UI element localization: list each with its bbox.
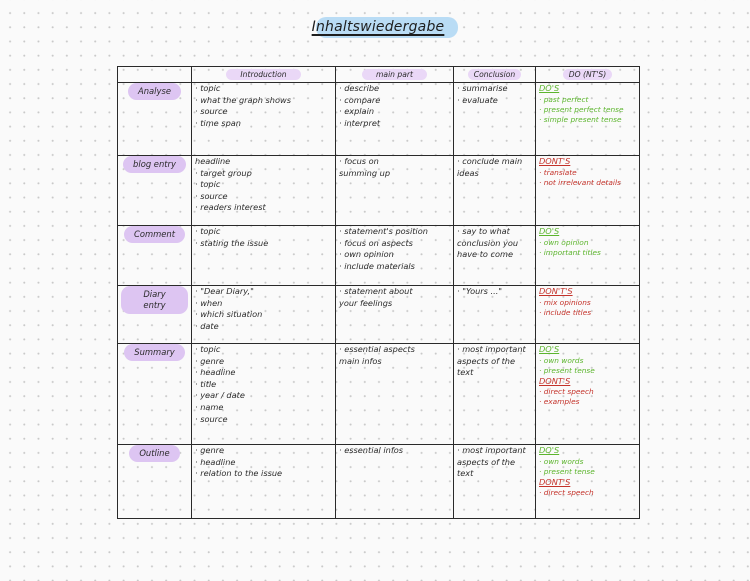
list-item: · source: [195, 190, 228, 201]
table-row: [118, 286, 640, 344]
dos-cell: [536, 286, 640, 344]
do-label: DON'T'S: [539, 286, 573, 296]
conclusion-list: [457, 445, 532, 480]
row-label: Comment: [124, 226, 185, 243]
main-list: [339, 286, 450, 309]
dos-cell: [536, 344, 640, 445]
list-item: · translate: [539, 167, 577, 177]
main-cell: [336, 445, 454, 519]
list-item: · compare: [339, 94, 381, 105]
list-item: · which situation: [195, 309, 263, 320]
intro-cell: [192, 83, 336, 156]
list-item: · examples: [539, 397, 580, 407]
list-item: · genre: [195, 355, 225, 366]
row-label-cell: [118, 226, 192, 286]
overview-table: [117, 66, 640, 519]
list-item: · essential infos: [339, 445, 404, 455]
list-item: · title: [195, 378, 217, 389]
list-item: · own words: [539, 456, 584, 466]
dos-cell: [536, 445, 640, 519]
intro-list: [195, 445, 332, 480]
list-item: · source: [195, 106, 228, 117]
row-label-cell: [118, 445, 192, 519]
list-item: · include titles: [539, 307, 592, 317]
main-list: [339, 226, 450, 272]
conclusion-list: [457, 286, 532, 298]
table-row: [118, 226, 640, 286]
list-item: · explain: [339, 106, 375, 117]
list-item: · readers interest: [195, 202, 266, 213]
dont_items-list: [539, 298, 636, 318]
list-item: aspects of the: [457, 355, 516, 366]
conclusion-cell: [454, 344, 536, 445]
list-item: · not irrelevant details: [539, 177, 621, 187]
list-item: · topic: [195, 179, 221, 190]
list-item: conclusion you: [457, 237, 519, 248]
list-item: · when: [195, 297, 223, 308]
do_items-list: [539, 238, 636, 258]
list-item: · most important: [457, 445, 526, 455]
conclusion-cell: [454, 156, 536, 226]
table-row: [118, 83, 640, 156]
list-item: · stating the issue: [195, 237, 269, 248]
list-item: · time span: [195, 117, 241, 128]
do_items-list: [539, 95, 636, 125]
do_items-list: [539, 457, 636, 477]
main-cell: [336, 344, 454, 445]
list-item: · own words: [539, 355, 584, 365]
list-item: · present tense: [539, 466, 595, 476]
row-label: Summary: [124, 344, 184, 361]
list-item: · "Yours ...": [457, 286, 503, 296]
intro-cell: [192, 156, 336, 226]
list-item: · year / date: [195, 390, 245, 401]
list-item: · describe: [339, 83, 380, 93]
do-label: DO'S: [539, 344, 560, 354]
do-label: DONT'S: [539, 156, 571, 166]
conclusion-cell: [454, 83, 536, 156]
row-label-cell: [118, 156, 192, 226]
list-item: text: [457, 367, 474, 378]
list-item: · important titles: [539, 247, 601, 257]
dos-cell: [536, 226, 640, 286]
list-item: · essential aspects: [339, 344, 415, 354]
intro-cell: [192, 286, 336, 344]
list-item: aspects of the: [457, 456, 516, 467]
conclusion-list: [457, 156, 532, 179]
do_items-list: [539, 356, 636, 376]
main-list: [339, 83, 450, 129]
list-item: · summarise: [457, 83, 508, 93]
intro-cell: [192, 226, 336, 286]
row-label: Diary entry: [121, 286, 188, 314]
list-item: · present tense: [539, 365, 595, 375]
list-item: · direct speech: [539, 488, 594, 498]
intro-list: [195, 156, 332, 214]
main-cell: [336, 156, 454, 226]
dont_items-list: [539, 387, 636, 407]
list-item: have to come: [457, 249, 514, 260]
col-header-main-part: main part: [336, 67, 454, 83]
intro-list: [195, 226, 332, 249]
do-label: DO'S: [539, 445, 560, 455]
title-text: Inhaltswiedergabe: [311, 19, 445, 35]
list-item: · target group: [195, 167, 252, 178]
dos-cell: [536, 156, 640, 226]
do-label: DO'S: [539, 226, 560, 236]
list-item: · name: [195, 401, 224, 412]
list-item: · what the graph shows: [195, 94, 291, 105]
list-item: · direct speech: [539, 387, 594, 397]
list-item: · own opinion: [539, 237, 589, 247]
list-item: · source: [195, 413, 228, 424]
col-header-dos: DO (NT'S): [536, 67, 640, 83]
list-item: · conclude main: [457, 156, 523, 166]
list-item: · own opinion: [339, 249, 394, 260]
conclusion-cell: [454, 226, 536, 286]
row-label-cell: [118, 286, 192, 344]
intro-list: [195, 344, 332, 425]
list-item: · past perfect: [539, 94, 589, 104]
list-item: · focus on: [339, 156, 379, 166]
list-item: · mix opinions: [539, 297, 591, 307]
conclusion-list: [457, 344, 532, 379]
list-item: · present perfect tense: [539, 104, 624, 114]
row-label: Outline: [129, 445, 179, 462]
list-item: · say to what: [457, 226, 510, 236]
dont-label: DONT'S: [539, 476, 571, 487]
list-item: · genre: [195, 445, 225, 455]
dos-cell: [536, 83, 640, 156]
table-row: [118, 344, 640, 445]
list-item: · include materials: [339, 260, 415, 271]
list-item: your feelings: [339, 297, 393, 308]
main-cell: [336, 226, 454, 286]
list-item: · simple present tense: [539, 114, 622, 124]
list-item: · topic: [195, 226, 221, 236]
main-cell: [336, 286, 454, 344]
col-header-conclusion: Conclusion: [454, 67, 536, 83]
dont_items-list: [539, 488, 636, 498]
main-list: [339, 445, 450, 457]
list-item: · focus on aspects: [339, 237, 413, 248]
main-cell: [336, 83, 454, 156]
list-item: · "Dear Diary,": [195, 286, 254, 296]
col-header-introduction: Introduction: [192, 67, 336, 83]
list-item: · topic: [195, 344, 221, 354]
table-row: [118, 445, 640, 519]
list-item: ideas: [457, 167, 479, 178]
conclusion-list: [457, 83, 532, 106]
list-item: · date: [195, 320, 219, 331]
dont_items-list: [539, 168, 636, 188]
list-item: · statement about: [339, 286, 413, 296]
corner-cell: [118, 67, 192, 83]
row-label-cell: [118, 344, 192, 445]
list-item: · interpret: [339, 117, 381, 128]
page-title: [298, 14, 458, 40]
conclusion-cell: [454, 445, 536, 519]
list-item: text: [457, 468, 474, 479]
list-item: · relation to the issue: [195, 468, 283, 479]
list-item: summing up: [339, 167, 391, 178]
main-list: [339, 156, 450, 179]
list-item: · headline: [195, 367, 236, 378]
list-item: · most important: [457, 344, 526, 354]
row-label-cell: [118, 83, 192, 156]
list-item: headline: [195, 156, 231, 166]
intro-cell: [192, 445, 336, 519]
main-list: [339, 344, 450, 367]
table-row: [118, 156, 640, 226]
list-item: main infos: [339, 355, 382, 366]
list-item: · statement's position: [339, 226, 428, 236]
intro-list: [195, 286, 332, 332]
conclusion-cell: [454, 286, 536, 344]
row-label: Analyse: [128, 83, 181, 100]
intro-list: [195, 83, 332, 129]
list-item: · headline: [195, 456, 236, 467]
header-row: [118, 67, 640, 83]
row-label: blog entry: [123, 156, 186, 173]
intro-cell: [192, 344, 336, 445]
table-body: [118, 83, 640, 519]
dont-label: DONT'S: [539, 375, 571, 386]
list-item: · topic: [195, 83, 221, 93]
list-item: · evaluate: [457, 94, 498, 105]
conclusion-list: [457, 226, 532, 261]
do-label: DO'S: [539, 83, 560, 93]
